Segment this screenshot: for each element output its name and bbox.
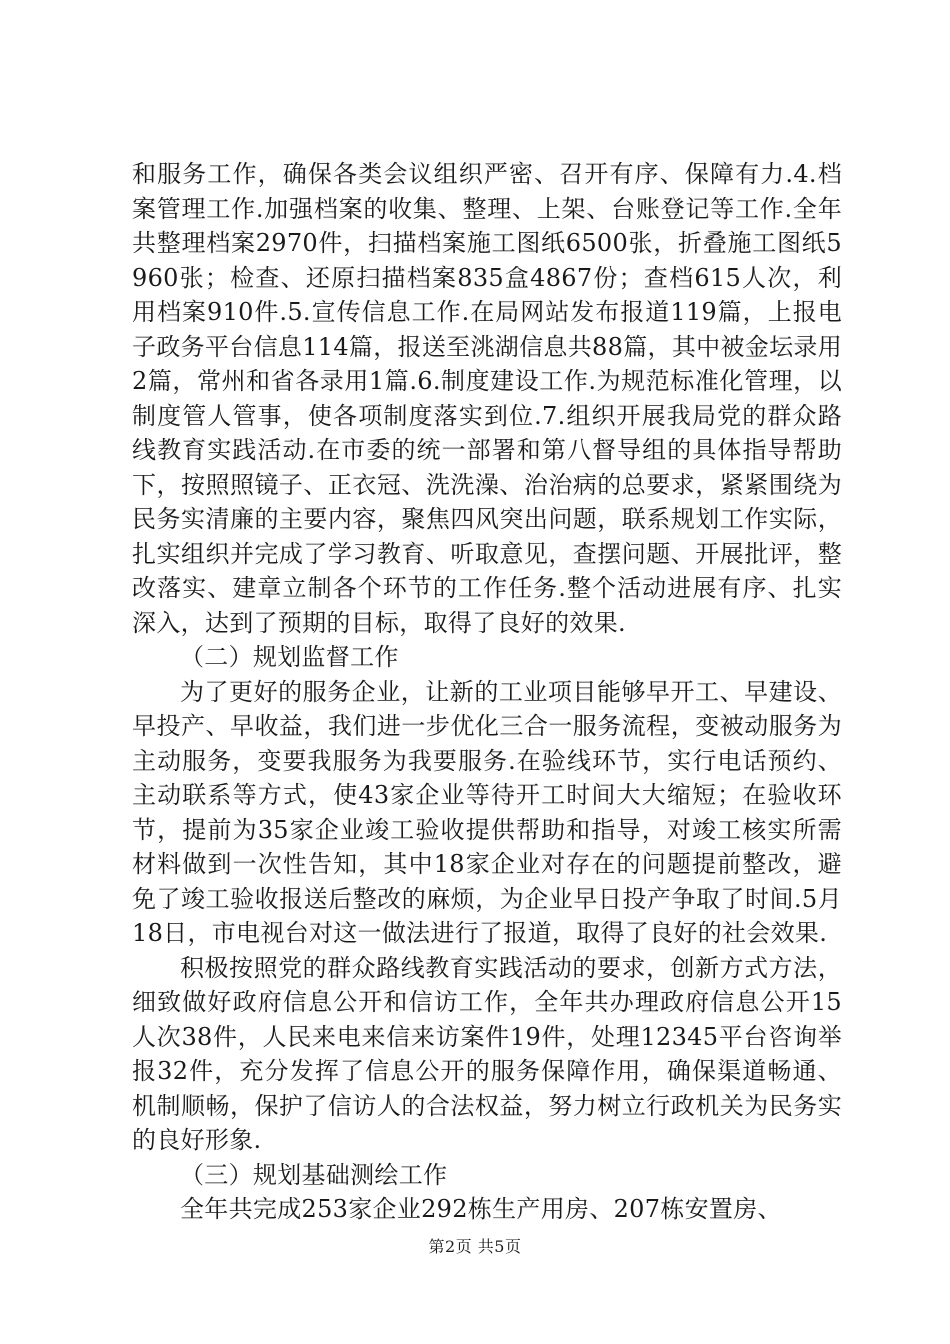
section-heading-supervision: （二）规划监督工作 (180, 643, 399, 671)
document-body (132, 157, 842, 1227)
page-footer (0, 1234, 950, 1257)
paragraph-continuation: 和服务工作，确保各类会议组织严密、召开有序、保障有力.4.档案管理工作.加强档案的收集、整理、上架、台账登记等工作.全年共整理档案2970件，扫描档案施工图纸6500张，折叠施工图纸5960张；检查、还原扫描档案835盒4867份；查档615人次，利用档案910件.5.宣传信息工作.在局网站发布报道119篇，上报电子政务平台信息114篇，报送至洮湖信息共88篇，其中被金坛录用2篇，常州和省各录用1篇.6.制度建设工作.为规范标准化管理，以制度管人管事，使各项制度落实到位.7.组织开展我局党的群众路线教育实践活动.在市委的统一部署和第八督导组的具体指导帮助下，按照照镜子、正衣冠、洗洗澡、治治病的总要求，紧紧围绕为民务实清廉的主要内容，聚焦四风突出问题，联系规划工作实际，扎实组织并完成了学习教育、听取意见，查摆问题、开展批评，整改落实、建章立制各个环节的工作任务.整个活动进展有序、扎实深入，达到了预期的目标，取得了良好的效果. (132, 160, 842, 637)
section-heading-surveying: （三）规划基础测绘工作 (180, 1160, 448, 1189)
paragraph-surveying: 全年共完成253家企业292栋生产用房、207栋安置房、 (180, 1195, 782, 1223)
paragraph-supervision-service: 为了更好的服务企业，让新的工业项目能够早开工、早建设、早投产、早收益，我们进一步优化三合一服务流程，变被动服务为主动服务，变要我服务为我要服务.在验线环节，实行电话预约、主动联系等方式，使43家企业等待开工时间大大缩短；在验收环节，提前为35家企业竣工验收提供帮助和指导，对竣工核实所需材料做到一次性告知，其中18家企业对存在的问题提前整改，避免了竣工验收报送后整改的麻烦，为企业早日投产争取了时间.5月18日，市电视台对这一做法进行了报道，取得了良好的社会效果. (132, 677, 842, 947)
paragraph-information-disclosure: 积极按照党的群众路线教育实践活动的要求，创新方式方法，细致做好政府信息公开和信访工作，全年共办理政府信息公开15人次38件，人民来电来信来访案件19件，处理12345平台咨询举报32件，充分发挥了信息公开的服务保障作用，确保渠道畅通、机制顺畅，保护了信访人的合法权益，努力树立行政机关为民务实的良好形象. (132, 953, 842, 1154)
page-number-label: 第2页 共5页 (428, 1237, 522, 1256)
